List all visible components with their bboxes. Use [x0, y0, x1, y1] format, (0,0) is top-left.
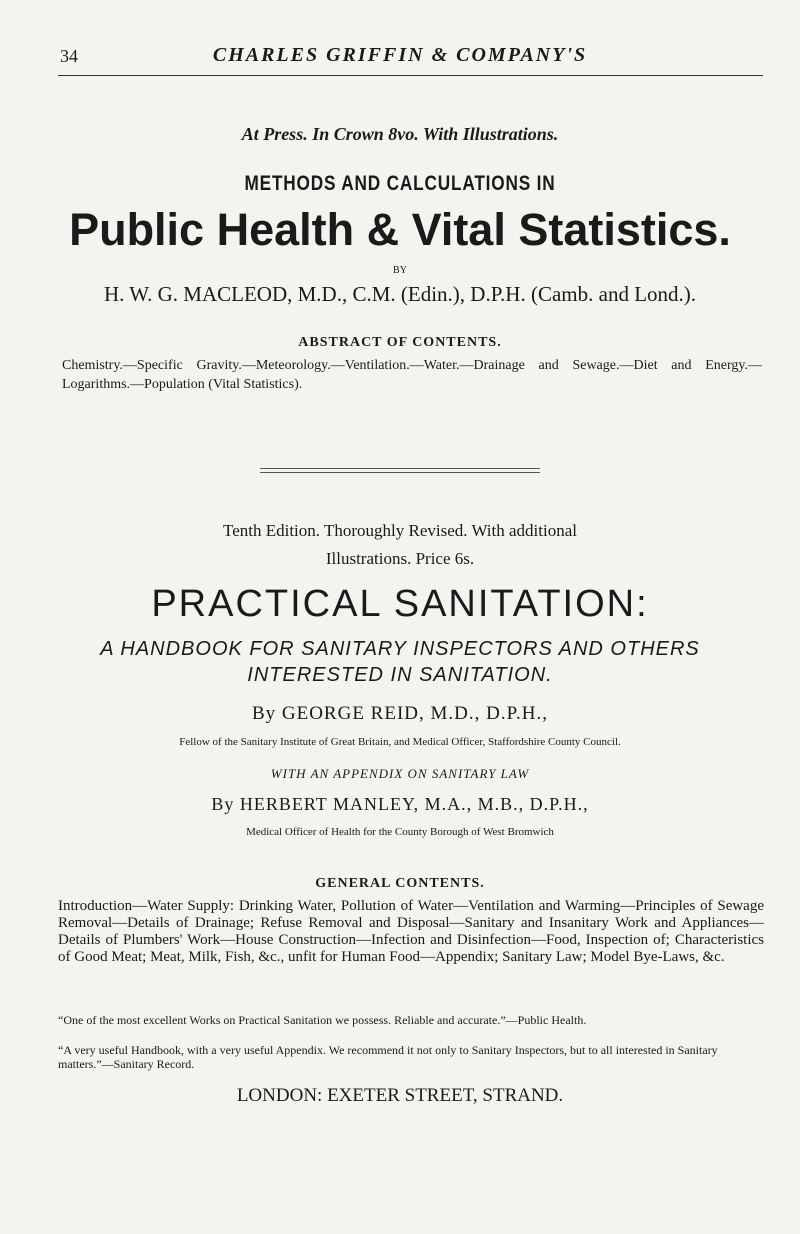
section-divider — [260, 468, 540, 469]
review-quote: “One of the most excellent Works on Practical Sanitation we possess. Reliable and accurate.”—Public Health. — [58, 1013, 587, 1027]
book1-subtitle: METHODS AND CALCULATIONS IN — [244, 172, 556, 195]
running-head: CHARLES GRIFFIN & COMPANY'S — [212, 44, 588, 66]
publisher-imprint: LONDON: EXETER STREET, STRAND. — [236, 1085, 564, 1106]
section-divider — [260, 472, 540, 473]
book2-subtitle: A HANDBOOK FOR SANITARY INSPECTORS AND OTHERS — [100, 638, 700, 660]
appendix-author-description: Medical Officer of Health for the County Borough of West Bromwich — [246, 826, 554, 838]
abstract-body: Chemistry.—Specific Gravity.—Meteorology.—Ventilation.—Water.—Drainage and Sewage.—Diet and Energy.—Logarithms.—Population (Vital Statistics). — [62, 358, 762, 392]
contents-body: Introduction—Water Supply: Drinking Water, Pollution of Water—Ventilation and Warming—Principles of Sewage Removal—Details of Drainage; Refuse Removal and Disposal—Sanitary and Insanitary Work and Appliances—Details of Plumbers' Work—House Construction—Infection and Disinfection—Food, Inspection of; Characteristics of Good Meat; Meat, Milk, Fish, &c., unfit for Human Food—Appendix; Sanitary Law; Model Bye-Laws, &c. — [58, 898, 764, 965]
abstract-heading: ABSTRACT OF CONTENTS. — [298, 335, 502, 350]
edition-line: Tenth Edition. Thoroughly Revised. With additional — [223, 521, 577, 540]
appendix-line: WITH AN APPENDIX ON SANITARY LAW — [270, 766, 530, 781]
book2-author: By GEORGE REID, M.D., D.P.H., — [251, 703, 549, 724]
book2-subtitle: INTERESTED IN SANITATION. — [247, 664, 553, 686]
review-quote: “A very useful Handbook, with a very useful Appendix. We recommend it not only to Sanitary Inspectors, but to all interested in Sanitary matters.”—Sanitary Record. — [58, 1043, 718, 1071]
book1-author: H. W. G. MACLEOD, M.D., C.M. (Edin.), D.P.H. (Camb. and Lond.). — [103, 282, 697, 306]
by-label: BY — [393, 265, 407, 276]
appendix-author: By HERBERT MANLEY, M.A., M.B., D.P.H., — [211, 794, 589, 814]
book1-title: Public Health & Vital Statistics. — [69, 204, 731, 255]
press-line: At Press. In Crown 8vo. With Illustrations. — [241, 124, 559, 144]
contents-heading: GENERAL CONTENTS. — [315, 876, 485, 891]
page-number: 34 — [60, 46, 78, 66]
book2-title: PRACTICAL SANITATION: — [151, 583, 649, 625]
edition-line: Illustrations. Price 6s. — [325, 549, 475, 568]
header-rule — [58, 75, 763, 76]
book2-author-description: Fellow of the Sanitary Institute of Great Britain, and Medical Officer, Staffordshire County Council. — [179, 736, 621, 748]
